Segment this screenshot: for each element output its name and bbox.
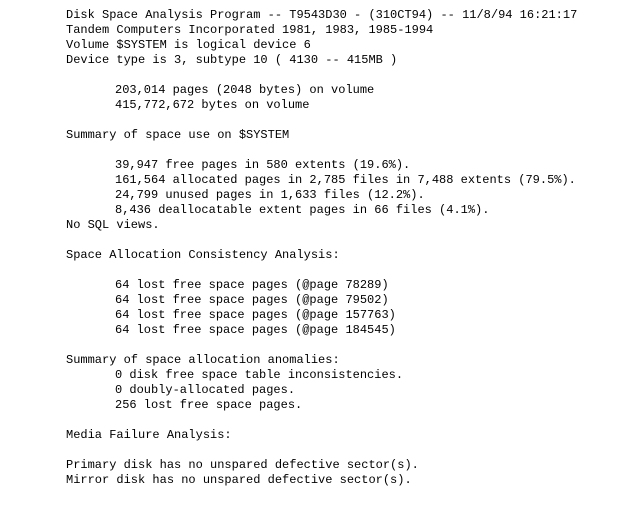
program-title-line: Disk Space Analysis Program -- T9543D30 - (310CT94) -- 11/8/94 16:21:17: [66, 8, 578, 22]
primary-disk-line: Primary disk has no unspared defective sector(s).: [66, 458, 419, 472]
media-failure-title: Media Failure Analysis:: [66, 428, 232, 442]
consistency-title: Space Allocation Consistency Analysis:: [66, 248, 340, 262]
summary-allocated-pages-line: 161,564 allocated pages in 2,785 files in 7,488 extents (79.5%).: [115, 173, 576, 187]
blank-line: [66, 443, 617, 458]
volume-bytes-line: 415,772,672 bytes on volume: [115, 98, 310, 112]
lost-space-line: 64 lost free space pages (@page 184545): [115, 323, 396, 337]
anomaly-lost-pages-line: 256 lost free space pages.: [115, 398, 303, 412]
mirror-disk-line: Mirror disk has no unspared defective sector(s).: [66, 473, 412, 487]
blank-line: [66, 68, 617, 83]
volume-pages-line: 203,014 pages (2048 bytes) on volume: [115, 83, 375, 97]
blank-line: [66, 263, 617, 278]
summary-unused-pages-line: 24,799 unused pages in 1,633 files (12.2%).: [115, 188, 425, 202]
copyright-line: Tandem Computers Incorporated 1981, 1983, 1985-1994: [66, 23, 434, 37]
sql-views-line: No SQL views.: [66, 218, 160, 232]
blank-line: [66, 143, 617, 158]
blank-line: [66, 338, 617, 353]
lost-space-line: 64 lost free space pages (@page 157763): [115, 308, 396, 322]
summary-deallocatable-pages-line: 8,436 deallocatable extent pages in 66 files (4.1%).: [115, 203, 490, 217]
summary-free-pages-line: 39,947 free pages in 580 extents (19.6%).: [115, 158, 411, 172]
lost-space-line: 64 lost free space pages (@page 78289): [115, 278, 389, 292]
volume-line: Volume $SYSTEM is logical device 6: [66, 38, 311, 52]
anomaly-free-table-line: 0 disk free space table inconsistencies.: [115, 368, 404, 382]
blank-line: [66, 413, 617, 428]
summary-title: Summary of space use on $SYSTEM: [66, 128, 290, 142]
blank-line: [66, 233, 617, 248]
lost-space-line: 64 lost free space pages (@page 79502): [115, 293, 389, 307]
device-type-line: Device type is 3, subtype 10 ( 4130 -- 415MB ): [66, 53, 398, 67]
anomaly-doubly-allocated-line: 0 doubly-allocated pages.: [115, 383, 296, 397]
anomalies-title: Summary of space allocation anomalies:: [66, 353, 340, 367]
blank-line: [66, 113, 617, 128]
